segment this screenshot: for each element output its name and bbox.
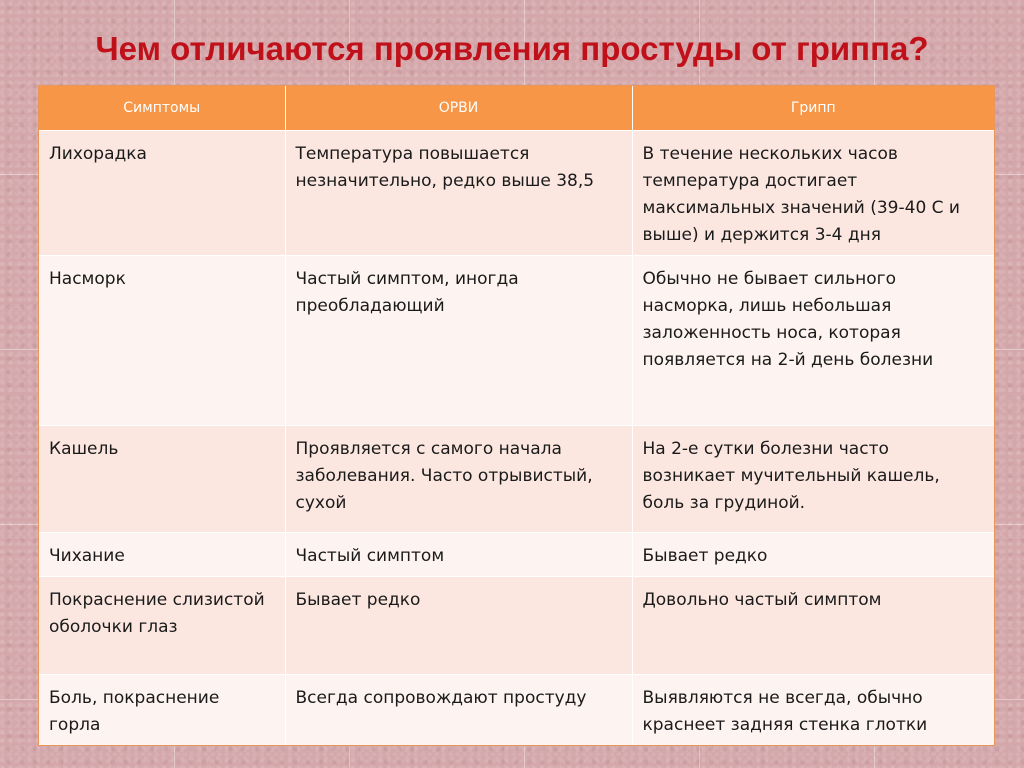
table-row xyxy=(39,533,994,577)
flu-cell: В течение нескольких часов температура достигает максимальных значений (39-40 С и выше) и держится 3-4 дня xyxy=(632,131,994,256)
symptom-cell: Лихорадка xyxy=(39,131,285,256)
orvi-cell: Частый симптом xyxy=(285,533,632,577)
orvi-cell: Проявляется с самого начала заболевания. Часто отрывистый, сухой xyxy=(285,426,632,533)
header-orvi: ОРВИ xyxy=(285,86,632,131)
table-row xyxy=(39,577,994,675)
flu-cell: На 2-е сутки болезни часто возникает мучительный кашель, боль за грудиной. xyxy=(632,426,994,533)
table-header-row xyxy=(39,86,994,131)
symptom-cell: Боль, покраснение горла xyxy=(39,675,285,746)
table-row xyxy=(39,131,994,256)
header-flu: Грипп xyxy=(632,86,994,131)
symptom-cell: Кашель xyxy=(39,426,285,533)
orvi-cell: Бывает редко xyxy=(285,577,632,675)
table-row xyxy=(39,426,994,533)
orvi-cell: Всегда сопровождают простуду xyxy=(285,675,632,746)
flu-cell: Бывает редко xyxy=(632,533,994,577)
flu-cell: Выявляются не всегда, обычно краснеет задняя стенка глотки xyxy=(632,675,994,746)
header-symptoms: Симптомы xyxy=(39,86,285,131)
table-row xyxy=(39,256,994,426)
symptom-cell: Чихание xyxy=(39,533,285,577)
orvi-cell: Температура повышается незначительно, редко выше 38,5 xyxy=(285,131,632,256)
comparison-table xyxy=(38,85,995,746)
slide-title: Чем отличаются проявления простуды от гриппа? xyxy=(95,30,929,67)
orvi-cell: Частый симптом, иногда преобладающий xyxy=(285,256,632,426)
symptom-cell: Покраснение слизистой оболочки глаз xyxy=(39,577,285,675)
symptom-cell: Насморк xyxy=(39,256,285,426)
table-row xyxy=(39,675,994,746)
flu-cell: Обычно не бывает сильного насморка, лишь небольшая заложенность носа, которая появляется на 2-й день болезни xyxy=(632,256,994,426)
flu-cell: Довольно частый симптом xyxy=(632,577,994,675)
